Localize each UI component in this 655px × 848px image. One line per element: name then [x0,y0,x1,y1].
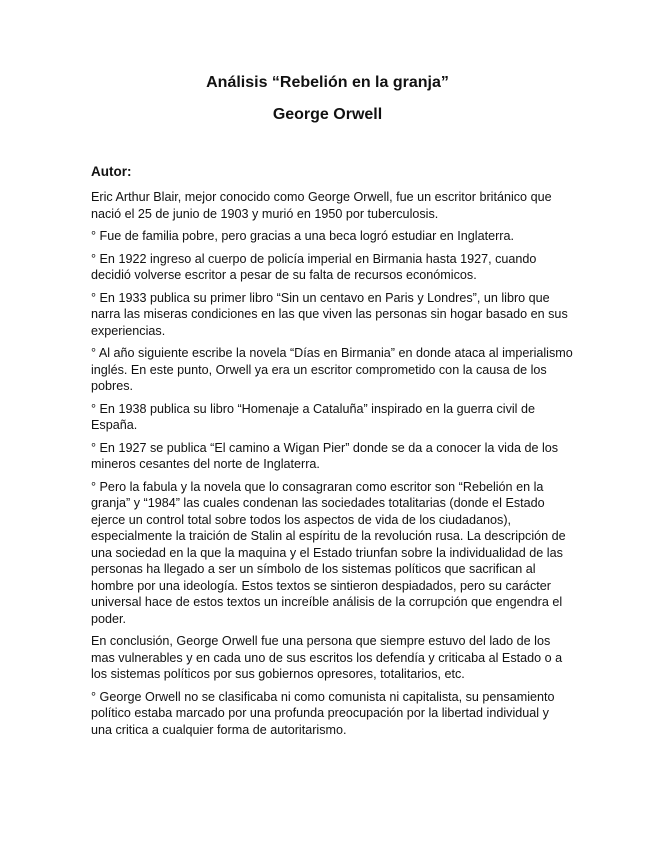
document-subtitle: George Orwell [272,106,383,123]
document-title: Análisis “Rebelión en la granja” [206,74,449,91]
paragraph: ° En 1927 se publica “El camino a Wigan Pier” donde se da a conocer la vida de los mineros cesantes del norte de Inglaterra. [91,440,559,471]
paragraph: ° Pero la fabula y la novela que lo consagraran como escritor son “Rebelión en la granja” y “1984” las cuales condenan las sociedades totalitarias (donde el Estado ejerce un control total sobre todos los aspectos de vida de los ciudadanos), especialmente la traición de Stalin al espíritu de la revolución rusa. La descripción de una sociedad en la que la maquina y el Estado triunfan sobre la individualidad de las personas ha llegado a ser un símbolo de los sistemas políticos que sacrifican al hombre por una ideología. Estos textos se sintieron despiadados, pero su carácter universal hace de estos textos un increíble análisis de la corrupción que engendra el poder. [91,479,566,626]
paragraph: ° George Orwell no se clasificaba ni como comunista ni capitalista, su pensamiento político estaba marcado por una profunda preocupación por la libertad individual y una critica a cualquier forma de autoritarismo. [91,689,555,737]
paragraph: Eric Arthur Blair, mejor conocido como George Orwell, fue un escritor británico que nació el 25 de junio de 1903 y murió en 1950 por tuberculosis. [91,190,552,221]
paragraph: ° En 1933 publica su primer libro “Sin un centavo en Paris y Londres”, un libro que narra las miseras condiciones en las que viven las personas sin hogar basado en sus experiencias. [91,290,568,338]
paragraph: ° En 1922 ingreso al cuerpo de policía imperial en Birmania hasta 1927, cuando decidió volverse escritor a pesar de su falta de recursos económicos. [91,251,537,282]
paragraph: ° En 1938 publica su libro “Homenaje a Cataluña” inspirado en la guerra civil de España. [91,401,535,432]
paragraph: ° Al año siguiente escribe la novela “Días en Birmania” en donde ataca al imperialismo inglés. En este punto, Orwell ya era un escritor comprometido con la causa de los pobres. [91,346,573,393]
paragraph: En conclusión, George Orwell fue una persona que siempre estuvo del lado de los mas vulnerables y en cada uno de sus escritos los defendía y criticaba al Estado o a los sistemas políticos por sus gobiernos opresores, totalitarios, etc. [91,634,563,681]
document-body [91,189,573,744]
paragraph: ° Fue de familia pobre, pero gracias a una beca logró estudiar en Inglaterra. [91,229,514,243]
section-heading-author: Autor: [91,164,132,179]
